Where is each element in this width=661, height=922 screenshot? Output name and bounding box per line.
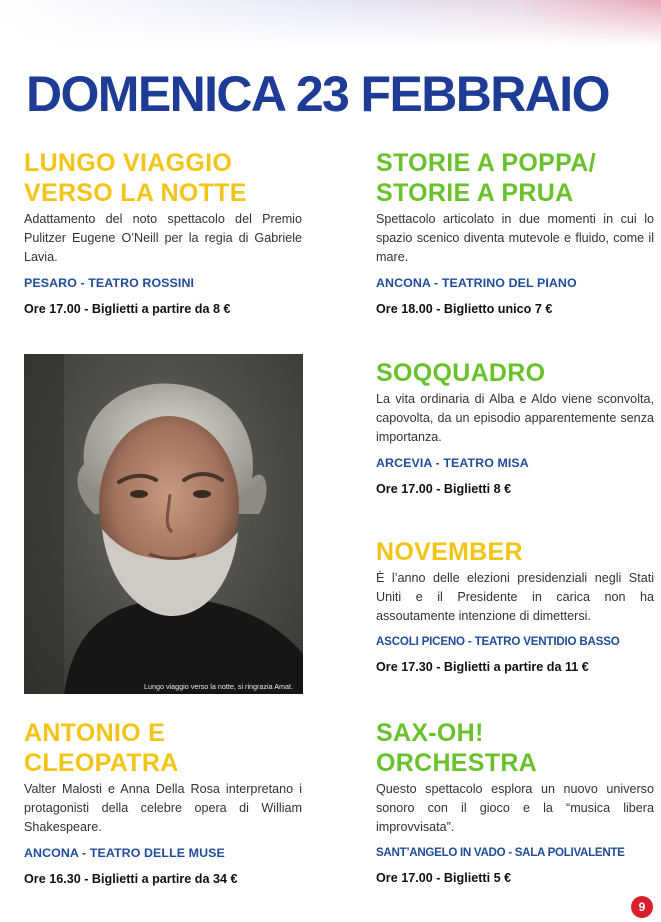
event-description: Valter Malosti e Anna Della Rosa interpretano i protagonisti della celebre opera di William Shakespeare. (24, 782, 302, 834)
event-title-line: LUNGO VIAGGIO (24, 149, 233, 177)
actor-photo (24, 354, 303, 694)
event-storie-a-poppa (376, 148, 654, 316)
event-november (376, 537, 654, 674)
event-description: La vita ordinaria di Alba e Aldo viene sconvolta, capovolta, da un episodio apparentemente senza importanza. (376, 392, 654, 444)
event-venue: ANCONA - TEATRINO DEL PIANO (376, 276, 577, 290)
event-time-price: Ore 17.00 - Biglietti a partire da 8 € (24, 302, 231, 316)
event-venue: ARCEVIA - TEATRO MISA (376, 456, 529, 470)
event-title-line: ORCHESTRA (376, 749, 538, 777)
event-description: Adattamento del noto spettacolo del Premio Pulitzer Eugene O’Neill per la regia di Gabriele Lavia. (24, 212, 302, 264)
top-gradient-band (0, 0, 661, 46)
event-title-line: STORIE A PRUA (376, 179, 574, 207)
event-title (376, 718, 654, 778)
event-title (376, 537, 654, 567)
event-title (376, 148, 654, 208)
event-title (376, 358, 654, 388)
photo-caption: Lungo viaggio verso la notte, si ringrazia Amat. (143, 682, 293, 691)
event-description: Questo spettacolo esplora un nuovo universo sonoro con il gioco e la “musica libera improvvisata”. (376, 782, 654, 834)
event-title (24, 148, 302, 208)
event-title-line: VERSO LA NOTTE (24, 179, 247, 207)
event-title-line: SAX-OH! (376, 719, 484, 747)
event-soqquadro (376, 358, 654, 496)
event-title-line: CLEOPATRA (24, 749, 179, 777)
event-time-price: Ore 16.30 - Biglietti a partire da 34 € (24, 872, 238, 886)
event-lungo-viaggio (24, 148, 302, 316)
event-title-line: STORIE A POPPA/ (376, 149, 596, 177)
event-time-price: Ore 17.00 - Biglietti 8 € (376, 482, 512, 496)
event-time-price: Ore 18.00 - Biglietto unico 7 € (376, 302, 553, 316)
page-title: DOMENICA 23 FEBBRAIO (26, 66, 609, 122)
event-description: Spettacolo articolato in due momenti in cui lo spazio scenico diventa mutevole e fluido, come il mare. (376, 212, 654, 264)
event-antonio-e-cleopatra (24, 718, 302, 886)
event-title-line: ANTONIO E (24, 719, 166, 747)
event-description: È l’anno delle elezioni presidenziali negli Stati Uniti e il Presidente in carica non ha assoutamente intenzione di dimettersi. (376, 571, 654, 623)
event-title-line: NOVEMBER (376, 538, 523, 566)
event-title (24, 718, 302, 778)
page-number-badge: 9 (631, 896, 653, 918)
portrait-illustration (24, 354, 303, 694)
event-venue: SANT’ANGELO IN VADO - SALA POLIVALENTE (376, 846, 625, 859)
event-time-price: Ore 17.30 - Biglietti a partire da 11 € (376, 660, 589, 674)
event-venue: ASCOLI PICENO - TEATRO VENTIDIO BASSO (376, 635, 620, 648)
event-sax-oh-orchestra (376, 718, 654, 885)
event-venue: ANCONA - TEATRO DELLE MUSE (24, 846, 225, 860)
event-venue: PESARO - TEATRO ROSSINI (24, 276, 195, 290)
event-time-price: Ore 17.00 - Biglietti 5 € (376, 871, 512, 885)
event-title-line: SOQQUADRO (376, 359, 546, 387)
